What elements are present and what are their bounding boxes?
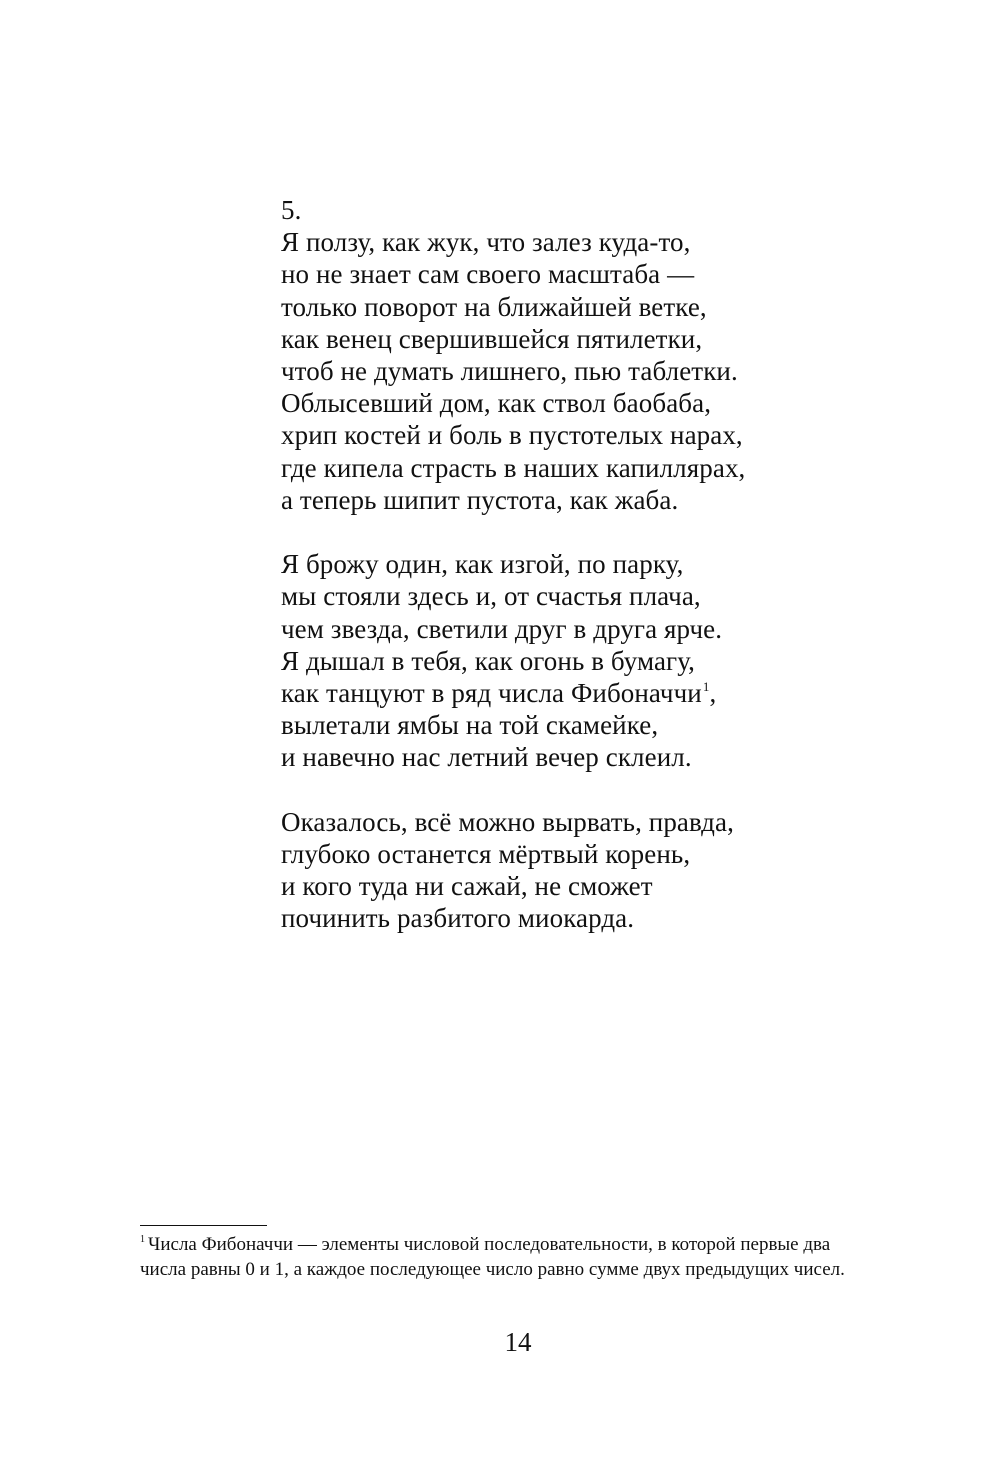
poem-line: хрип костей и боль в пустотелых нарах, (281, 420, 743, 451)
poem-line-text: как танцуют в ряд числа Фибоначчи (281, 678, 702, 709)
poem-line-with-footnote (281, 677, 841, 709)
poem-line: и кого туда ни сажай, не сможет (281, 871, 653, 902)
stanza-1 (281, 226, 841, 516)
poem-line: Я дышал в тебя, как огонь в бумагу, (281, 645, 695, 676)
poem-line: а теперь шипит пустота, как жаба. (281, 484, 679, 515)
footnote-line: числа равны 0 и 1, а каждое последующее число равно сумме двух предыдущих чисел. (140, 1258, 845, 1280)
footnote-text: Числа Фибоначчи — элементы числовой последовательности, в которой первые два (148, 1234, 831, 1255)
poem-number: 5. (281, 195, 302, 225)
poem-line: только поворот на ближайшей ветке, (281, 291, 707, 322)
poem-line: где кипела страсть в наших капиллярах, (281, 452, 746, 483)
footnote-reference: 1 (702, 679, 710, 695)
poem-line: как венец свершившейся пятилетки, (281, 323, 703, 354)
poem-line: мы стояли здесь и, от счастья плача, (281, 581, 701, 612)
poem-line: глубоко останется мёртвый корень, (281, 839, 691, 870)
footnote (140, 1233, 910, 1282)
stanza-2 (281, 548, 841, 773)
poem-line: чтоб не думать лишнего, пью таблетки. (281, 356, 738, 387)
poem-line: Я ползу, как жук, что залез куда-то, (281, 227, 691, 258)
poem-line: вылетали ямбы на той скамейке, (281, 710, 659, 741)
poem-line: чем звезда, светили друг в друга ярче. (281, 613, 723, 644)
poem-line: Облысевший дом, как ствол баобаба, (281, 388, 712, 419)
poem-line: Я брожу один, как изгой, по парку, (281, 549, 684, 580)
poem-line: но не знает сам своего масштаба — (281, 259, 695, 290)
poem (281, 194, 841, 935)
poem-line-punctuation: , (709, 678, 717, 709)
footnote-line (140, 1233, 910, 1258)
poem-line: Оказалось, всё можно вырвать, правда, (281, 806, 734, 837)
stanza-3 (281, 806, 841, 935)
poem-line: и навечно нас летний вечер склеил. (281, 742, 692, 773)
footnote-marker: 1 (140, 1234, 145, 1245)
page-number: 14 (504, 1327, 532, 1357)
footnote-divider (140, 1225, 267, 1226)
poem-line: починить разбитого миокарда. (281, 903, 635, 934)
